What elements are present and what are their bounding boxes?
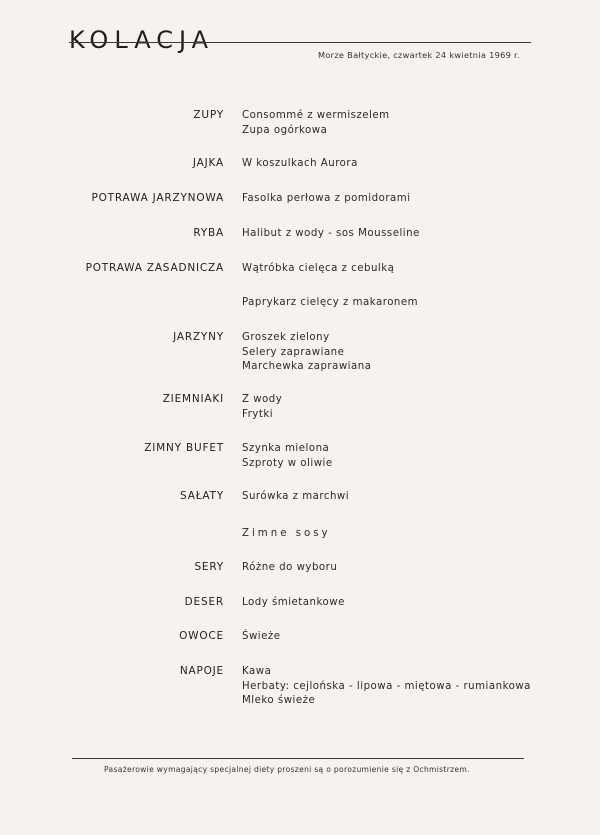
course-category: SAŁATY [180,490,224,502]
course-category: SERY [194,561,224,573]
course-category: RYBA [193,227,224,239]
dish-item: Różne do wyboru [242,562,338,573]
dish-item: Świeże [242,631,281,642]
dish-item: Herbaty: cejlońska - lipowa - miętowa - rumiankowa [242,680,531,692]
course-dishes [242,442,333,471]
dish-item: Zupa ogórkowa [242,124,328,136]
dish-item: Frytki [242,408,274,420]
course-category: JARZYNY [173,331,224,343]
dish-item: Szproty w oliwie [242,457,333,469]
course-dishes [242,109,390,138]
header-divider [69,42,531,43]
course-category: ZIEMNIAKI [162,393,224,405]
course-category: POTRAWA ZASADNICZA [85,262,224,274]
date-line: Morze Bałtyckie, czwartek 24 kwietnia 1969 r. [318,50,520,60]
dish-item: Selery zaprawiane [242,346,345,358]
course-dishes [242,296,418,311]
dish-item: Halibut z wody - sos Mousseline [242,228,420,239]
course-dishes [242,630,281,645]
dish-item: Szynka mielona [242,443,330,454]
dish-item: Marchewka zaprawiana [242,361,372,372]
dish-item: Zimne sosy [242,528,331,539]
course-dishes [242,393,282,422]
course-dishes [242,527,331,542]
course-category: POTRAWA JARZYNOWA [91,192,224,204]
course-category: JAJKA [192,157,224,169]
course-dishes [242,192,411,207]
footer-note: Pasażerowie wymagający specjalnej diety proszeni są o porozumienie się z Ochmistrzem. [104,765,470,774]
course-dishes [242,665,531,709]
course-dishes [242,331,371,375]
dish-item: Groszek zielony [242,332,330,343]
dish-item: Z wody [242,394,283,405]
course-category: ZUPY [193,109,224,121]
course-category: OWOCE [179,630,224,642]
dish-item: Kawa [242,666,272,677]
dish-item: Consommé z wermiszelem [242,110,390,121]
dish-item: Lody śmietankowe [242,597,345,608]
course-dishes [242,596,345,611]
dish-item: Surówka z marchwi [242,491,350,502]
course-dishes [242,490,349,505]
course-category: NAPOJE [179,665,224,677]
course-category: DESER [184,596,224,608]
page-title: KOLACJA [69,26,215,55]
course-dishes [242,561,337,576]
dish-item: Paprykarz cielęcy z makaronem [242,297,419,308]
course-dishes [242,227,420,242]
course-dishes [242,262,394,277]
course-dishes [242,157,358,172]
footer-divider [72,758,524,759]
dish-item: Wątróbka cielęca z cebulką [242,263,395,274]
dish-item: W koszulkach Aurora [242,158,358,169]
dish-item: Mleko świeże [242,695,316,706]
course-category: ZIMNY BUFET [144,442,224,454]
dish-item: Fasolka perłowa z pomidorami [242,193,411,204]
